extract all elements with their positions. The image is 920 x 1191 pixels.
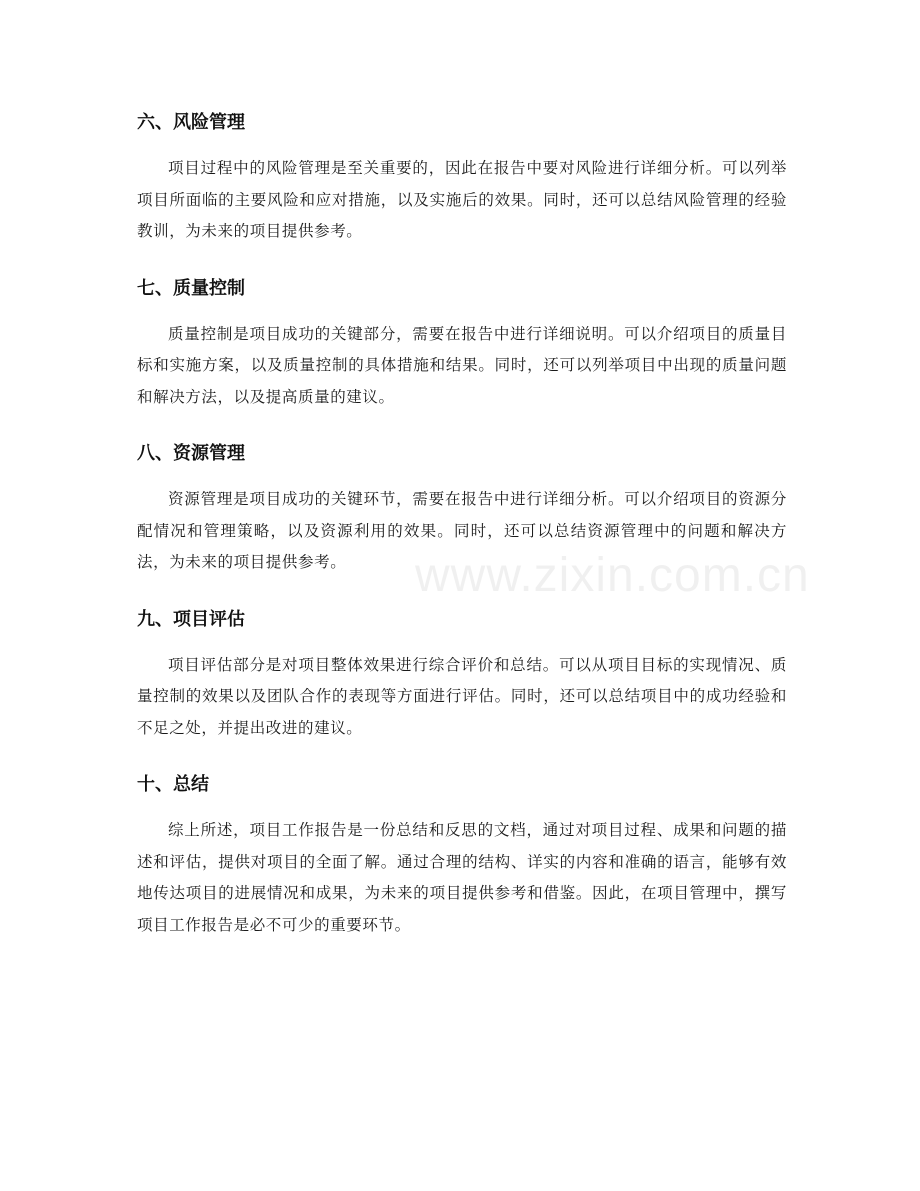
section-body: 资源管理是项目成功的关键环节，需要在报告中进行详细分析。可以介绍项目的资源分配情况和管理策略，以及资源利用的效果。同时，还可以总结资源管理中的问题和解决方法，为未来的项目提供参考。 — [137, 490, 787, 571]
section-body: 综上所述，项目工作报告是一份总结和反思的文档，通过对项目过程、成果和问题的描述和评估，提供对项目的全面了解。通过合理的结构、详实的内容和准确的语言，能够有效地传达项目的进展情况和成果，为未来的项目提供参考和借鉴。因此，在项目管理中，撰写项目工作报告是必不可少的重要环节。 — [137, 821, 787, 934]
section-project-evaluation — [137, 603, 787, 745]
section-resource-management — [137, 437, 787, 579]
section-heading: 八、资源管理 — [137, 443, 245, 464]
section-heading: 七、质量控制 — [137, 277, 245, 299]
section-risk-management — [137, 106, 787, 248]
document-content — [137, 106, 787, 965]
section-body: 质量控制是项目成功的关键部分，需要在报告中进行详细说明。可以介绍项目的质量目标和实施方案，以及质量控制的具体措施和结果。同时，还可以列举项目中出现的质量问题和解决方法，以及提高质量的建议。 — [137, 324, 787, 406]
section-body: 项目过程中的风险管理是至关重要的，因此在报告中要对风险进行详细分析。可以列举项目所面临的主要风险和应对措施，以及实施后的效果。同时，还可以总结风险管理的经验教训，为未来的项目提供参考。 — [137, 159, 787, 240]
section-summary — [137, 768, 787, 941]
section-heading: 六、风险管理 — [137, 112, 245, 133]
section-heading: 九、项目评估 — [137, 608, 245, 630]
section-body: 项目评估部分是对项目整体效果进行综合评价和总结。可以从项目目标的实现情况、质量控制的效果以及团队合作的表现等方面进行评估。同时，还可以总结项目中的成功经验和不足之处，并提出改进的建议。 — [137, 655, 787, 737]
section-heading: 十、总结 — [137, 774, 209, 795]
watermark-text: www.zixin.com.cn — [415, 549, 810, 602]
section-quality-control — [137, 272, 787, 414]
